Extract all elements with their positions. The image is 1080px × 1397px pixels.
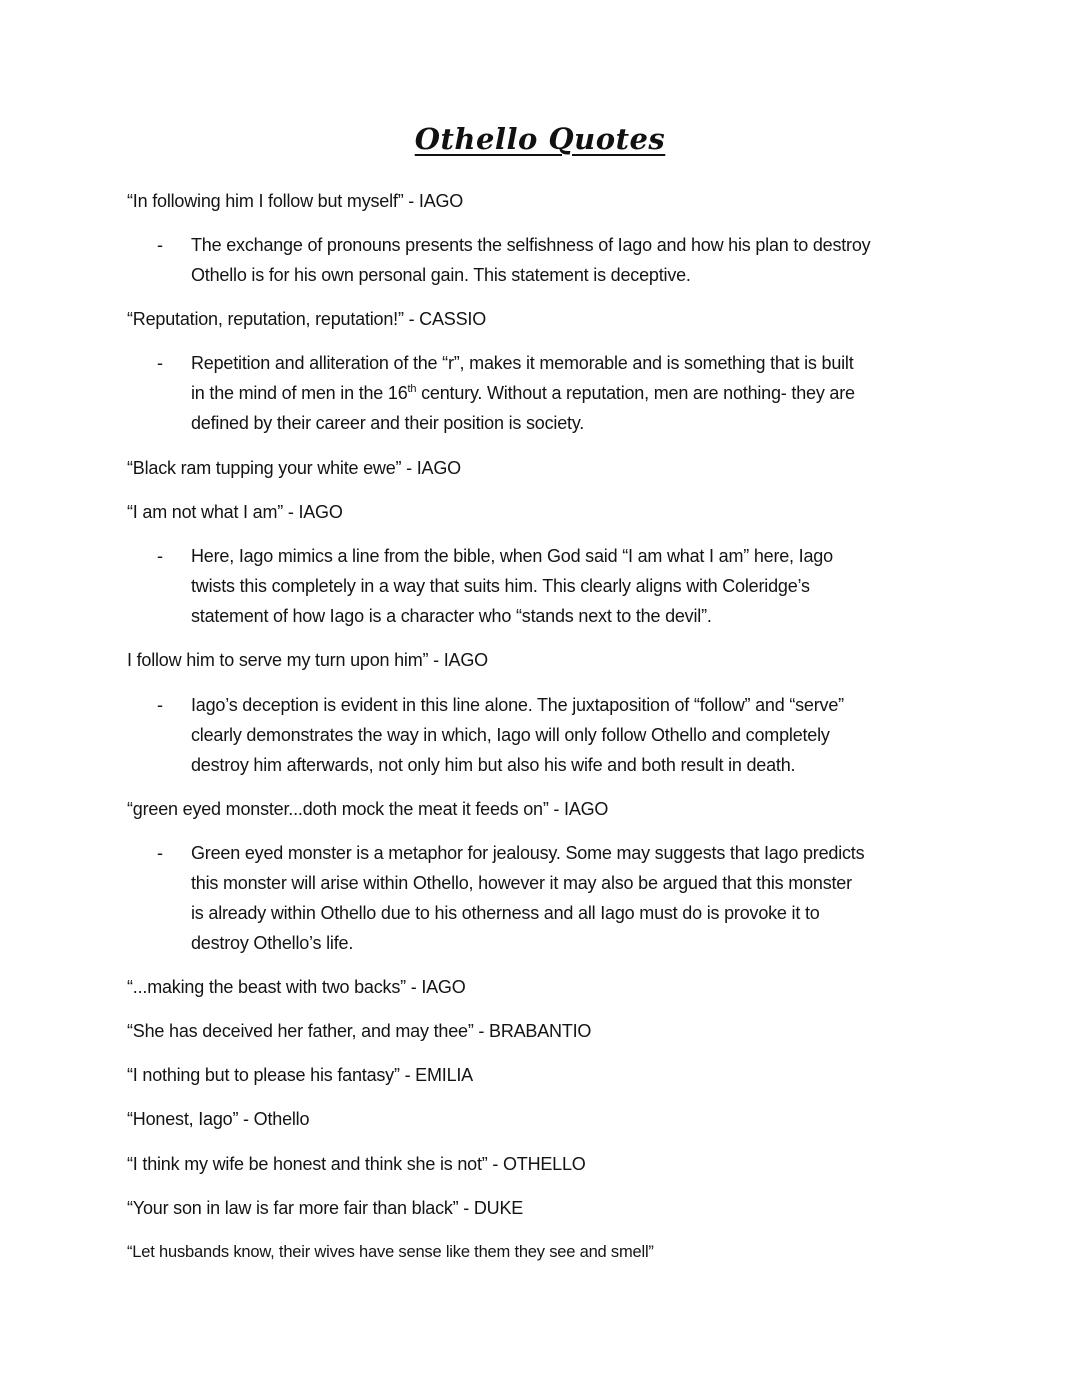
analysis-line: clearly demonstrates the way in which, Iago will only follow Othello and completely [191,725,830,745]
analysis-line: Green eyed monster is a metaphor for jealousy. Some may suggests that Iago predicts [191,843,865,863]
analysis-text [191,838,961,958]
quote-line: “I nothing but to please his fantasy” - EMILIA [127,1065,473,1085]
analysis-line: statement of how Iago is a character who “stands next to the devil”. [191,606,712,626]
analysis-line: destroy him afterwards, not only him but also his wife and both result in death. [191,755,796,775]
bullet-dash: - [157,546,163,566]
quote-line: “I think my wife be honest and think she is not” - OTHELLO [127,1154,586,1174]
quote-line: “Reputation, reputation, reputation!” - CASSIO [127,309,486,329]
quote-line: “Honest, Iago” - Othello [127,1109,310,1129]
analysis-line: destroy Othello’s life. [191,933,354,953]
quote-line: “Black ram tupping your white ewe” - IAGO [127,458,461,478]
quote-line: “She has deceived her father, and may thee” - BRABANTIO [127,1021,592,1041]
analysis-line [191,378,961,408]
analysis-text [191,230,961,290]
quote-line: I follow him to serve my turn upon him” - IAGO [127,650,488,670]
analysis-line-part: century. Without a reputation, men are nothing- they are [416,383,855,403]
analysis-line: Iago’s deception is evident in this line alone. The juxtaposition of “follow” and “serve” [191,695,844,715]
analysis-line: twists this completely in a way that suits him. This clearly aligns with Coleridge’s [191,576,810,596]
bullet-dash: - [157,353,163,373]
analysis-line: Repetition and alliteration of the “r”, makes it memorable and is something that is built [191,353,854,373]
bullet-dash: - [157,235,163,255]
analysis-text [191,348,961,438]
analysis-line: Othello is for his own personal gain. This statement is deceptive. [191,265,691,285]
analysis-line: defined by their career and their position is society. [191,413,585,433]
quote-line: “In following him I follow but myself” - IAGO [127,191,464,211]
document-title [0,122,1080,156]
quote-line: “...making the beast with two backs” - IAGO [127,977,466,997]
title-text: Othello Quotes [414,122,666,156]
analysis-text [191,690,961,780]
analysis-line: this monster will arise within Othello, however it may also be argued that this monster [191,873,852,893]
quote-line: “Let husbands know, their wives have sense like them they see and smell” [127,1243,654,1261]
quote-line: “I am not what I am” - IAGO [127,502,343,522]
analysis-line: Here, Iago mimics a line from the bible, when God said “I am what I am” here, Iago [191,546,833,566]
analysis-line: is already within Othello due to his otherness and all Iago must do is provoke it to [191,903,820,923]
analysis-line: The exchange of pronouns presents the selfishness of Iago and how his plan to destroy [191,235,871,255]
analysis-text [191,541,961,631]
quote-line: “Your son in law is far more fair than black” - DUKE [127,1198,524,1218]
bullet-dash: - [157,843,163,863]
quote-line: “green eyed monster...doth mock the meat it feeds on” - IAGO [127,799,609,819]
bullet-dash: - [157,695,163,715]
ordinal-superscript: th [407,383,417,395]
analysis-line-part: in the mind of men in the 16 [191,383,408,403]
